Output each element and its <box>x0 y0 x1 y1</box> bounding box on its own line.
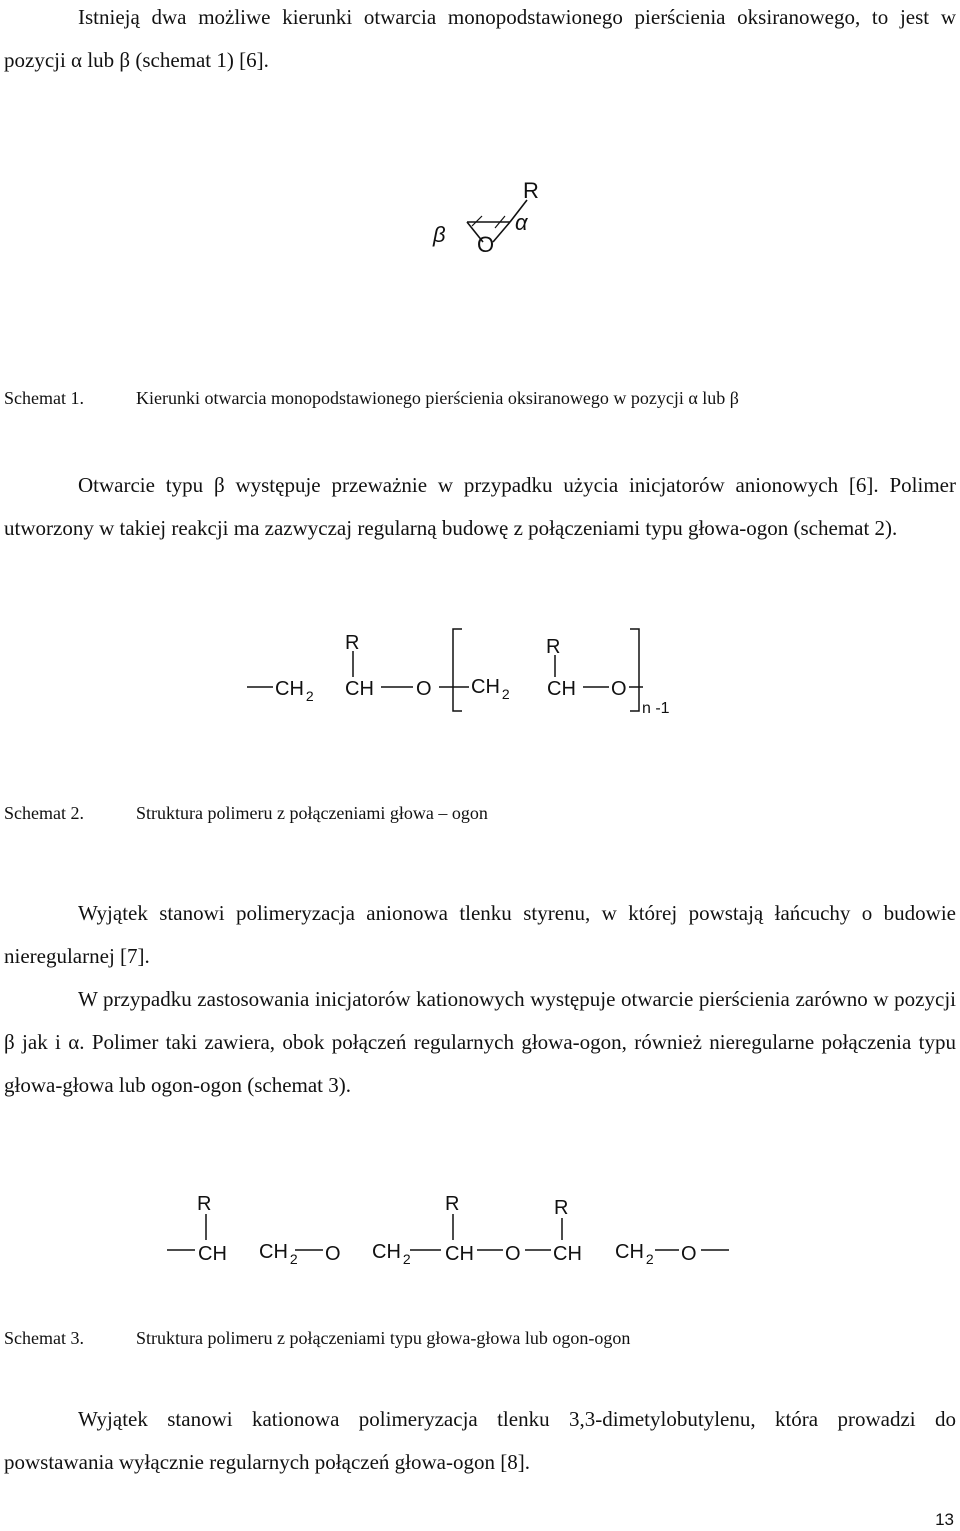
scheme-2-text: Struktura polimeru z połączeniami głowa – ogon <box>136 803 488 823</box>
scheme-3-ch2-1: CH $_2$ <box>259 1241 298 1267</box>
scheme-2-o-1: O <box>416 678 432 700</box>
scheme-2-o-2: O <box>611 678 627 700</box>
scheme-3-text: Struktura polimeru z połączeniami typu głowa-głowa lub ogon-ogon <box>136 1328 631 1348</box>
scheme-3-polymer-diagram <box>165 1188 745 1288</box>
scheme-3-ch2-3: CH $_2$ <box>615 1241 654 1267</box>
page-number: 13 <box>935 1510 954 1529</box>
scheme-3-ch-3: CH <box>553 1243 582 1265</box>
scheme-2-ch-2: CH <box>547 678 576 700</box>
scheme-2-ch2-2: CH $_2$ <box>471 676 510 702</box>
scheme-2-n-label: n -1 <box>642 700 670 717</box>
scheme-3-label: Schemat 3. <box>4 1328 84 1348</box>
scheme-2-ch2-1: CH $_2$ <box>275 678 314 704</box>
paragraph-4: W przypadku zastosowania inicjatorów kationowych występuje otwarcie pierścienia zarówno w pozycji β jak i α. Polimer taki zawiera, obok połączeń regularnych głowa-ogon, również nieregularne połączenia typu głowa-głowa lub ogon-ogon (schemat 3). <box>4 987 956 1097</box>
scheme-1-oxirane-diagram <box>425 172 565 262</box>
scheme-2-r-1: R <box>345 632 360 654</box>
scheme-3-ch-2: CH <box>445 1243 474 1265</box>
scheme-1-alpha: α <box>515 210 528 235</box>
scheme-2-ch-1: CH <box>345 678 374 700</box>
paragraph-1: Istnieją dwa możliwe kierunki otwarcia monopodstawionego pierścienia oksiranowego, to jest w pozycji α lub β (schemat 1) [6]. <box>4 5 956 72</box>
scheme-3-r-2: R <box>445 1193 460 1215</box>
scheme-3-ch-1: CH <box>198 1243 227 1265</box>
scheme-3-ch2-2: CH $_2$ <box>372 1241 411 1267</box>
scheme-1-beta: β <box>433 222 446 247</box>
scheme-3-o-1: O <box>325 1243 341 1265</box>
paragraph-3: Wyjątek stanowi polimeryzacja anionowa tlenku styrenu, w której powstają łańcuchy o budowie nieregularnej [7]. <box>4 901 956 968</box>
scheme-3-o-2: O <box>505 1243 521 1265</box>
scheme-3-o-3: O <box>681 1243 697 1265</box>
paragraph-2: Otwarcie typu β występuje przeważnie w przypadku użycia inicjatorów anionowych [6]. Polimer utworzony w takiej reakcji ma zazwyczaj regularną budowę z połączeniami typu głowa-ogon (schemat 2). <box>4 473 956 540</box>
scheme-1-label: Schemat 1. <box>4 388 84 408</box>
paragraph-5: Wyjątek stanowi kationowa polimeryzacja tlenku 3,3-dimetylobutylenu, która prowadzi do powstawania wyłącznie regularnych połączeń głowa-ogon [8]. <box>4 1407 956 1474</box>
scheme-2-label: Schemat 2. <box>4 803 84 823</box>
scheme-1-r: R <box>523 178 539 203</box>
scheme-3-r-3: R <box>554 1197 569 1219</box>
scheme-2-polymer-diagram <box>245 625 705 735</box>
scheme-1-oxygen: O <box>477 232 495 257</box>
scheme-3-r-1: R <box>197 1193 212 1215</box>
scheme-1-text: Kierunki otwarcia monopodstawionego pierścienia oksiranowego w pozycji α lub β <box>136 388 739 408</box>
scheme-2-r-2: R <box>546 636 561 658</box>
